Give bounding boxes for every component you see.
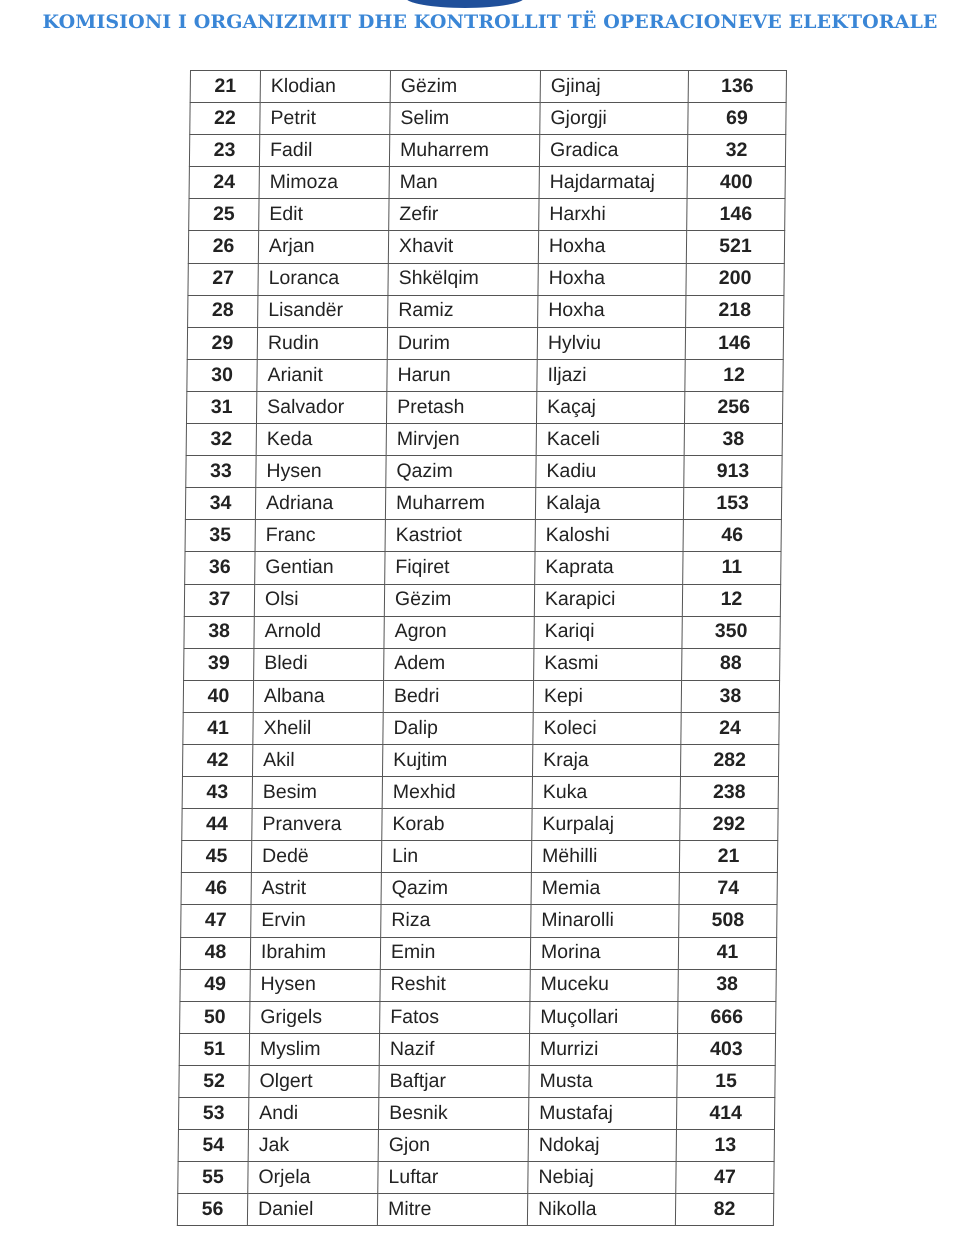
table-row [184, 584, 780, 616]
father-name-cell: Kastriot [385, 520, 535, 552]
father-name-cell: Baftjar [379, 1065, 529, 1097]
table-row [181, 905, 777, 937]
table-row [187, 327, 783, 359]
father-name-cell: Shkëlqim [388, 263, 538, 295]
row-number-cell: 40 [183, 680, 253, 712]
last-name-cell: Gjinaj [540, 71, 688, 103]
first-name-cell: Petrit [260, 103, 390, 135]
table-row [188, 263, 784, 295]
last-name-cell: Morina [530, 937, 678, 969]
table-row [185, 552, 781, 584]
row-number-cell: 47 [181, 905, 251, 937]
last-name-cell: Kaprata [535, 552, 683, 584]
father-name-cell: Reshit [380, 969, 530, 1001]
father-name-cell: Nazif [379, 1033, 529, 1065]
father-name-cell: Korab [382, 809, 532, 841]
row-number-cell: 41 [183, 712, 253, 744]
first-name-cell: Myslim [249, 1033, 379, 1065]
vote-count-cell: 153 [683, 488, 781, 520]
row-number-cell: 23 [189, 135, 259, 167]
table-row [181, 841, 777, 873]
father-name-cell: Xhavit [388, 231, 538, 263]
vote-count-cell: 82 [675, 1194, 773, 1226]
first-name-cell: Edit [259, 199, 389, 231]
last-name-cell: Murrizi [529, 1033, 677, 1065]
vote-count-cell: 11 [683, 552, 781, 584]
last-name-cell: Kaçaj [536, 391, 684, 423]
last-name-cell: Minarolli [531, 905, 679, 937]
row-number-cell: 45 [181, 841, 251, 873]
first-name-cell: Akil [252, 744, 382, 776]
row-number-cell: 24 [189, 167, 259, 199]
father-name-cell: Muharrem [389, 135, 539, 167]
table-row [179, 1033, 775, 1065]
row-number-cell: 21 [190, 71, 260, 103]
vote-count-cell: 400 [687, 167, 785, 199]
father-name-cell: Durim [387, 327, 537, 359]
vote-count-cell: 12 [685, 359, 783, 391]
first-name-cell: Astrit [251, 873, 381, 905]
row-number-cell: 36 [185, 552, 255, 584]
table-row [186, 424, 782, 456]
vote-count-cell: 32 [687, 135, 785, 167]
row-number-cell: 49 [180, 969, 250, 1001]
vote-count-cell: 238 [680, 777, 778, 809]
table-row [184, 616, 780, 648]
first-name-cell: Arjan [258, 231, 388, 263]
father-name-cell: Luftar [378, 1162, 528, 1194]
first-name-cell: Rudin [257, 327, 387, 359]
row-number-cell: 43 [182, 777, 252, 809]
table-row [182, 744, 778, 776]
table-row [177, 1194, 773, 1226]
first-name-cell: Lisandër [258, 295, 388, 327]
first-name-cell: Mimoza [259, 167, 389, 199]
vote-count-cell: 12 [682, 584, 780, 616]
last-name-cell: Kalaja [535, 488, 683, 520]
table-row [187, 359, 783, 391]
row-number-cell: 56 [177, 1194, 247, 1226]
vote-count-cell: 414 [676, 1098, 774, 1130]
table-row [183, 680, 779, 712]
last-name-cell: Harxhi [539, 199, 687, 231]
table-row [186, 456, 782, 488]
last-name-cell: Koleci [533, 712, 681, 744]
vote-count-cell: 146 [687, 199, 785, 231]
first-name-cell: Grigels [250, 1001, 380, 1033]
vote-count-cell: 74 [679, 873, 777, 905]
vote-count-cell: 69 [688, 103, 786, 135]
row-number-cell: 52 [179, 1065, 249, 1097]
table-row [180, 1001, 776, 1033]
father-name-cell: Emin [380, 937, 530, 969]
father-name-cell: Qazim [386, 456, 536, 488]
table-row [182, 809, 778, 841]
father-name-cell: Muharrem [385, 488, 535, 520]
first-name-cell: Jak [248, 1130, 378, 1162]
vote-count-cell: 46 [683, 520, 781, 552]
vote-count-cell: 136 [688, 71, 786, 103]
father-name-cell: Gëzim [384, 584, 534, 616]
first-name-cell: Olsi [254, 584, 384, 616]
table-row [180, 937, 776, 969]
row-number-cell: 46 [181, 873, 251, 905]
last-name-cell: Kadiu [536, 456, 684, 488]
row-number-cell: 39 [184, 648, 254, 680]
table-row [178, 1098, 774, 1130]
father-name-cell: Selim [390, 103, 540, 135]
first-name-cell: Hysen [250, 969, 380, 1001]
row-number-cell: 37 [184, 584, 254, 616]
vote-count-cell: 24 [681, 712, 779, 744]
row-number-cell: 38 [184, 616, 254, 648]
last-name-cell: Muceku [530, 969, 678, 1001]
table-row [184, 648, 780, 680]
first-name-cell: Franc [255, 520, 385, 552]
first-name-cell: Dedë [251, 841, 381, 873]
father-name-cell: Fiqiret [385, 552, 535, 584]
first-name-cell: Klodian [260, 71, 390, 103]
vote-count-cell: 508 [679, 905, 777, 937]
row-number-cell: 34 [185, 488, 255, 520]
last-name-cell: Ndokaj [528, 1130, 676, 1162]
last-name-cell: Gjorgji [540, 103, 688, 135]
row-number-cell: 35 [185, 520, 255, 552]
father-name-cell: Mitre [377, 1194, 527, 1226]
father-name-cell: Ramiz [388, 295, 538, 327]
table-row [189, 199, 785, 231]
vote-count-cell: 282 [680, 744, 778, 776]
table-row [189, 167, 785, 199]
vote-count-cell: 13 [676, 1130, 774, 1162]
last-name-cell: Musta [529, 1065, 677, 1097]
vote-count-cell: 88 [682, 648, 780, 680]
last-name-cell: Nikolla [527, 1194, 675, 1226]
father-name-cell: Agron [384, 616, 534, 648]
last-name-cell: Hoxha [538, 263, 686, 295]
first-name-cell: Fadil [259, 135, 389, 167]
row-number-cell: 25 [189, 199, 259, 231]
vote-count-cell: 200 [686, 263, 784, 295]
last-name-cell: Mëhilli [531, 841, 679, 873]
table-row [183, 712, 779, 744]
first-name-cell: Andi [248, 1098, 378, 1130]
row-number-cell: 32 [186, 424, 256, 456]
vote-count-cell: 403 [677, 1033, 775, 1065]
vote-count-cell: 38 [684, 424, 782, 456]
row-number-cell: 50 [180, 1001, 250, 1033]
last-name-cell: Nebiaj [528, 1162, 676, 1194]
last-name-cell: Hajdarmataj [539, 167, 687, 199]
vote-count-cell: 256 [684, 391, 782, 423]
first-name-cell: Olgert [249, 1065, 379, 1097]
last-name-cell: Muçollari [530, 1001, 678, 1033]
first-name-cell: Keda [256, 424, 386, 456]
vote-count-cell: 350 [682, 616, 780, 648]
vote-count-cell: 47 [676, 1162, 774, 1194]
first-name-cell: Arianit [257, 359, 387, 391]
table-row [180, 969, 776, 1001]
table-row [190, 103, 786, 135]
table-row [188, 231, 784, 263]
table-row [185, 520, 781, 552]
first-name-cell: Hysen [256, 456, 386, 488]
table-row [189, 135, 785, 167]
last-name-cell: Kuka [532, 777, 680, 809]
first-name-cell: Gentian [255, 552, 385, 584]
first-name-cell: Xhelil [253, 712, 383, 744]
father-name-cell: Kujtim [382, 744, 532, 776]
last-name-cell: Kraja [532, 744, 680, 776]
father-name-cell: Zefir [389, 199, 539, 231]
row-number-cell: 27 [188, 263, 258, 295]
row-number-cell: 44 [182, 809, 252, 841]
row-number-cell: 53 [178, 1098, 248, 1130]
last-name-cell: Kepi [533, 680, 681, 712]
row-number-cell: 29 [187, 327, 257, 359]
table-row [181, 873, 777, 905]
father-name-cell: Mexhid [382, 777, 532, 809]
father-name-cell: Riza [381, 905, 531, 937]
father-name-cell: Besnik [378, 1098, 528, 1130]
first-name-cell: Daniel [247, 1194, 377, 1226]
father-name-cell: Man [389, 167, 539, 199]
table-row [178, 1162, 774, 1194]
last-name-cell: Kariqi [534, 616, 682, 648]
last-name-cell: Memia [531, 873, 679, 905]
records-table-wrapper [177, 70, 787, 1226]
vote-count-cell: 292 [680, 809, 778, 841]
father-name-cell: Harun [387, 359, 537, 391]
father-name-cell: Gjon [378, 1130, 528, 1162]
table-row [182, 777, 778, 809]
table-row [178, 1130, 774, 1162]
vote-count-cell: 218 [686, 295, 784, 327]
father-name-cell: Fatos [380, 1001, 530, 1033]
last-name-cell: Mustafaj [528, 1098, 676, 1130]
father-name-cell: Pretash [386, 391, 536, 423]
vote-count-cell: 38 [681, 680, 779, 712]
last-name-cell: Hylviu [537, 327, 685, 359]
vote-count-cell: 41 [678, 937, 776, 969]
row-number-cell: 28 [188, 295, 258, 327]
first-name-cell: Arnold [254, 616, 384, 648]
vote-count-cell: 521 [686, 231, 784, 263]
logo-mark [405, 0, 525, 8]
vote-count-cell: 666 [678, 1001, 776, 1033]
vote-count-cell: 21 [679, 841, 777, 873]
father-name-cell: Lin [381, 841, 531, 873]
last-name-cell: Kaceli [536, 424, 684, 456]
father-name-cell: Dalip [383, 712, 533, 744]
row-number-cell: 30 [187, 359, 257, 391]
row-number-cell: 54 [178, 1130, 248, 1162]
last-name-cell: Iljazi [537, 359, 685, 391]
table-row [185, 488, 781, 520]
row-number-cell: 26 [188, 231, 258, 263]
first-name-cell: Pranvera [252, 809, 382, 841]
first-name-cell: Orjela [248, 1162, 378, 1194]
first-name-cell: Ibrahim [250, 937, 380, 969]
row-number-cell: 55 [178, 1162, 248, 1194]
first-name-cell: Salvador [256, 391, 386, 423]
row-number-cell: 33 [186, 456, 256, 488]
last-name-cell: Kaloshi [535, 520, 683, 552]
father-name-cell: Mirvjen [386, 424, 536, 456]
table-body [177, 71, 786, 1226]
table-row [190, 71, 786, 103]
vote-count-cell: 38 [678, 969, 776, 1001]
father-name-cell: Adem [384, 648, 534, 680]
father-name-cell: Bedri [383, 680, 533, 712]
table-row [186, 391, 782, 423]
row-number-cell: 48 [180, 937, 250, 969]
last-name-cell: Hoxha [538, 231, 686, 263]
row-number-cell: 42 [182, 744, 252, 776]
table-row [188, 295, 784, 327]
table-row [179, 1065, 775, 1097]
page-title: KOMISIONI I ORGANIZIMIT DHE KONTROLLIT TË OPERACIONEVE ELEKTORALE [42, 11, 938, 33]
vote-count-cell: 146 [685, 327, 783, 359]
last-name-cell: Kasmi [534, 648, 682, 680]
row-number-cell: 22 [190, 103, 260, 135]
first-name-cell: Ervin [251, 905, 381, 937]
first-name-cell: Albana [253, 680, 383, 712]
last-name-cell: Kurpalaj [532, 809, 680, 841]
row-number-cell: 31 [186, 391, 256, 423]
row-number-cell: 51 [179, 1033, 249, 1065]
first-name-cell: Adriana [255, 488, 385, 520]
last-name-cell: Gradica [539, 135, 687, 167]
father-name-cell: Qazim [381, 873, 531, 905]
father-name-cell: Gëzim [390, 71, 540, 103]
first-name-cell: Bledi [254, 648, 384, 680]
vote-count-cell: 15 [677, 1065, 775, 1097]
first-name-cell: Besim [252, 777, 382, 809]
first-name-cell: Loranca [258, 263, 388, 295]
last-name-cell: Karapici [534, 584, 682, 616]
records-table [177, 70, 787, 1226]
last-name-cell: Hoxha [538, 295, 686, 327]
vote-count-cell: 913 [684, 456, 782, 488]
